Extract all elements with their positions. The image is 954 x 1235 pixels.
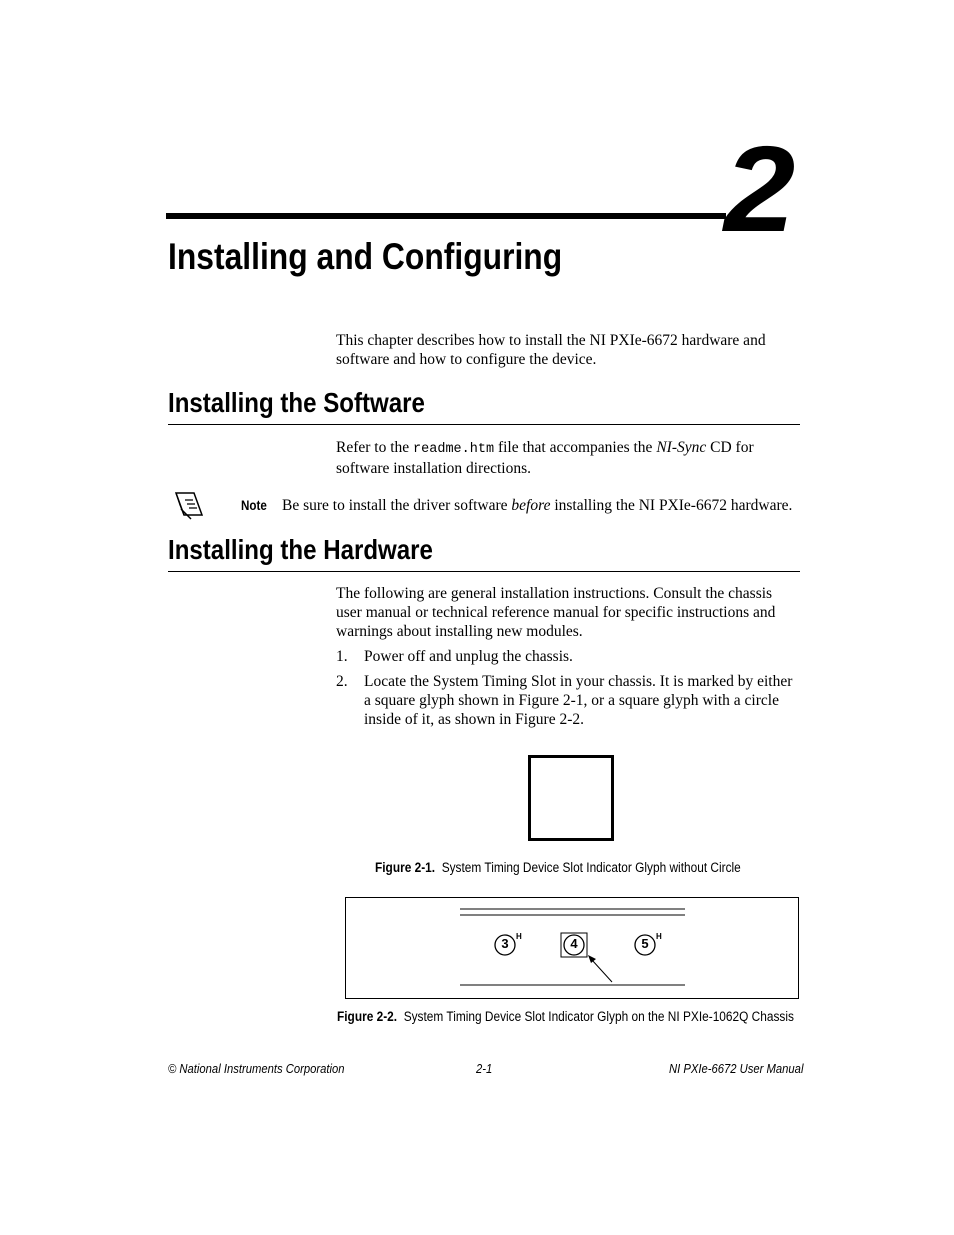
step-number: 2. xyxy=(336,673,348,690)
footer-page-number: 2-1 xyxy=(476,1062,493,1076)
note-emphasis: before xyxy=(511,497,551,514)
step-text: Power off and unplug the chassis. xyxy=(364,648,573,665)
figure-2-2-label: Figure 2-2. xyxy=(337,1009,398,1024)
figure-2-1-caption-text: System Timing Device Slot Indicator Glyph without Circle xyxy=(441,860,741,875)
note-label: Note xyxy=(241,498,267,513)
note-text xyxy=(282,496,792,515)
slot-5-superscript: H xyxy=(656,932,662,941)
chapter-intro: This chapter describes how to install the NI PXIe-6672 hardware and software and how to configure the device. xyxy=(336,332,766,368)
note-suffix: installing the NI PXIe-6672 hardware. xyxy=(550,497,793,514)
software-para-suffix: CD for software installation directions. xyxy=(336,439,754,477)
pointer-arrow-line xyxy=(592,960,612,982)
slot-4-number: 4 xyxy=(570,936,578,951)
figure-2-2-caption xyxy=(337,1009,794,1024)
slot-3-number: 3 xyxy=(501,936,509,951)
footer-copyright: © National Instruments Corporation xyxy=(168,1062,345,1076)
figure-2-1-label: Figure 2-1. xyxy=(375,860,436,875)
software-paragraph xyxy=(336,438,798,478)
step-number: 1. xyxy=(336,648,348,665)
note-icon xyxy=(172,489,206,521)
chapter-number: 2 xyxy=(724,121,792,257)
pointer-arrowhead xyxy=(588,955,596,963)
section-rule-software xyxy=(168,424,800,425)
slot-3-superscript: H xyxy=(516,932,522,941)
section-heading-hardware: Installing the Hardware xyxy=(168,534,433,565)
slot-5-number: 5 xyxy=(641,936,649,951)
step-text: Locate the System Timing Slot in your chassis. It is marked by either a square glyph shown in Figure 2-1, or a square glyph with a circle inside of it, as shown in Figure 2-2. xyxy=(364,673,793,728)
readme-filename: readme.htm xyxy=(413,442,495,457)
section-rule-hardware xyxy=(168,571,800,572)
footer-manual-title: NI PXIe-6672 User Manual xyxy=(669,1062,804,1076)
note-prefix: Be sure to install the driver software xyxy=(282,497,512,514)
section-heading-software: Installing the Software xyxy=(168,387,425,418)
chapter-rule xyxy=(166,213,726,219)
nisync-product-name: NI-Sync xyxy=(656,439,707,456)
figure-2-1-caption xyxy=(375,860,741,875)
hardware-intro: The following are general installation instructions. Consult the chassis user manual or technical reference manual for specific instructions and warnings about installing new modules. xyxy=(336,585,776,640)
chapter-title: Installing and Configuring xyxy=(168,236,563,277)
software-para-prefix: Refer to the xyxy=(336,439,414,456)
figure-2-2-caption-text: System Timing Device Slot Indicator Glyph on the NI PXIe-1062Q Chassis xyxy=(403,1009,794,1024)
software-para-mid: file that accompanies the xyxy=(494,439,657,456)
slot-indicator-square-glyph xyxy=(528,755,614,841)
